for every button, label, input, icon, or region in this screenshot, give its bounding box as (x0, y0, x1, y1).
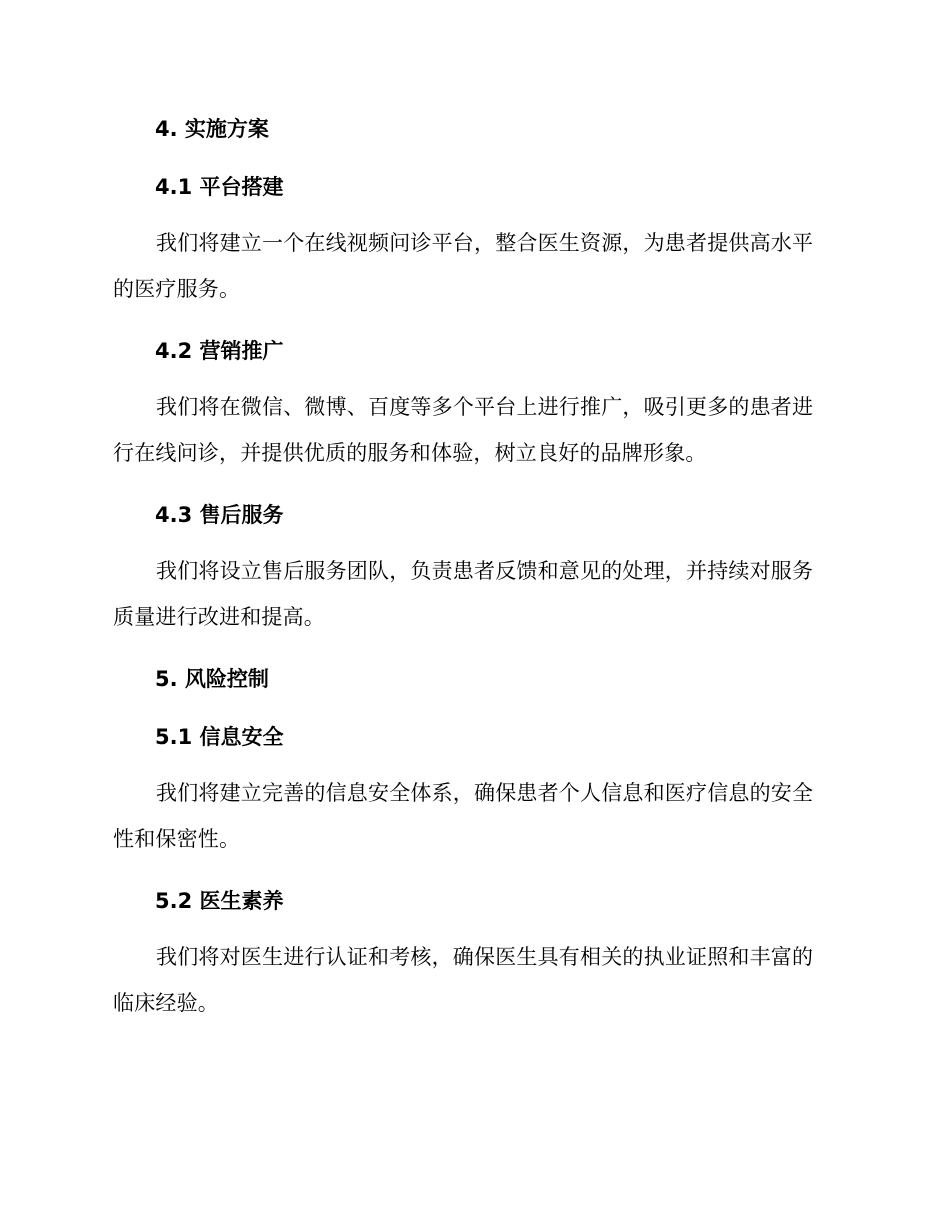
subsection-heading-doctor-quality: 5.2 医生素养 (155, 889, 284, 913)
paragraph-doctor-quality: 我们将对医生进行认证和考核，确保医生具有相关的执业证照和丰富的临床经验。 (113, 945, 814, 1015)
section-heading-implementation-plan: 4. 实施方案 (155, 117, 269, 141)
paragraph-information-security: 我们将建立完善的信息安全体系，确保患者个人信息和医疗信息的安全性和保密性。 (113, 781, 814, 851)
subsection-heading-marketing: 4.2 营销推广 (155, 339, 284, 363)
section-heading-risk-control: 5. 风险控制 (155, 667, 269, 691)
subsection-heading-information-security: 5.1 信息安全 (155, 725, 284, 749)
subsection-heading-platform-building: 4.1 平台搭建 (155, 175, 284, 199)
subsection-heading-after-sales: 4.3 售后服务 (155, 503, 284, 527)
paragraph-marketing: 我们将在微信、微博、百度等多个平台上进行推广，吸引更多的患者进行在线问诊，并提供优质的服务和体验，树立良好的品牌形象。 (113, 395, 814, 465)
paragraph-after-sales: 我们将设立售后服务团队，负责患者反馈和意见的处理，并持续对服务质量进行改进和提高。 (113, 559, 814, 629)
paragraph-platform-building: 我们将建立一个在线视频问诊平台，整合医生资源，为患者提供高水平的医疗服务。 (113, 231, 814, 301)
